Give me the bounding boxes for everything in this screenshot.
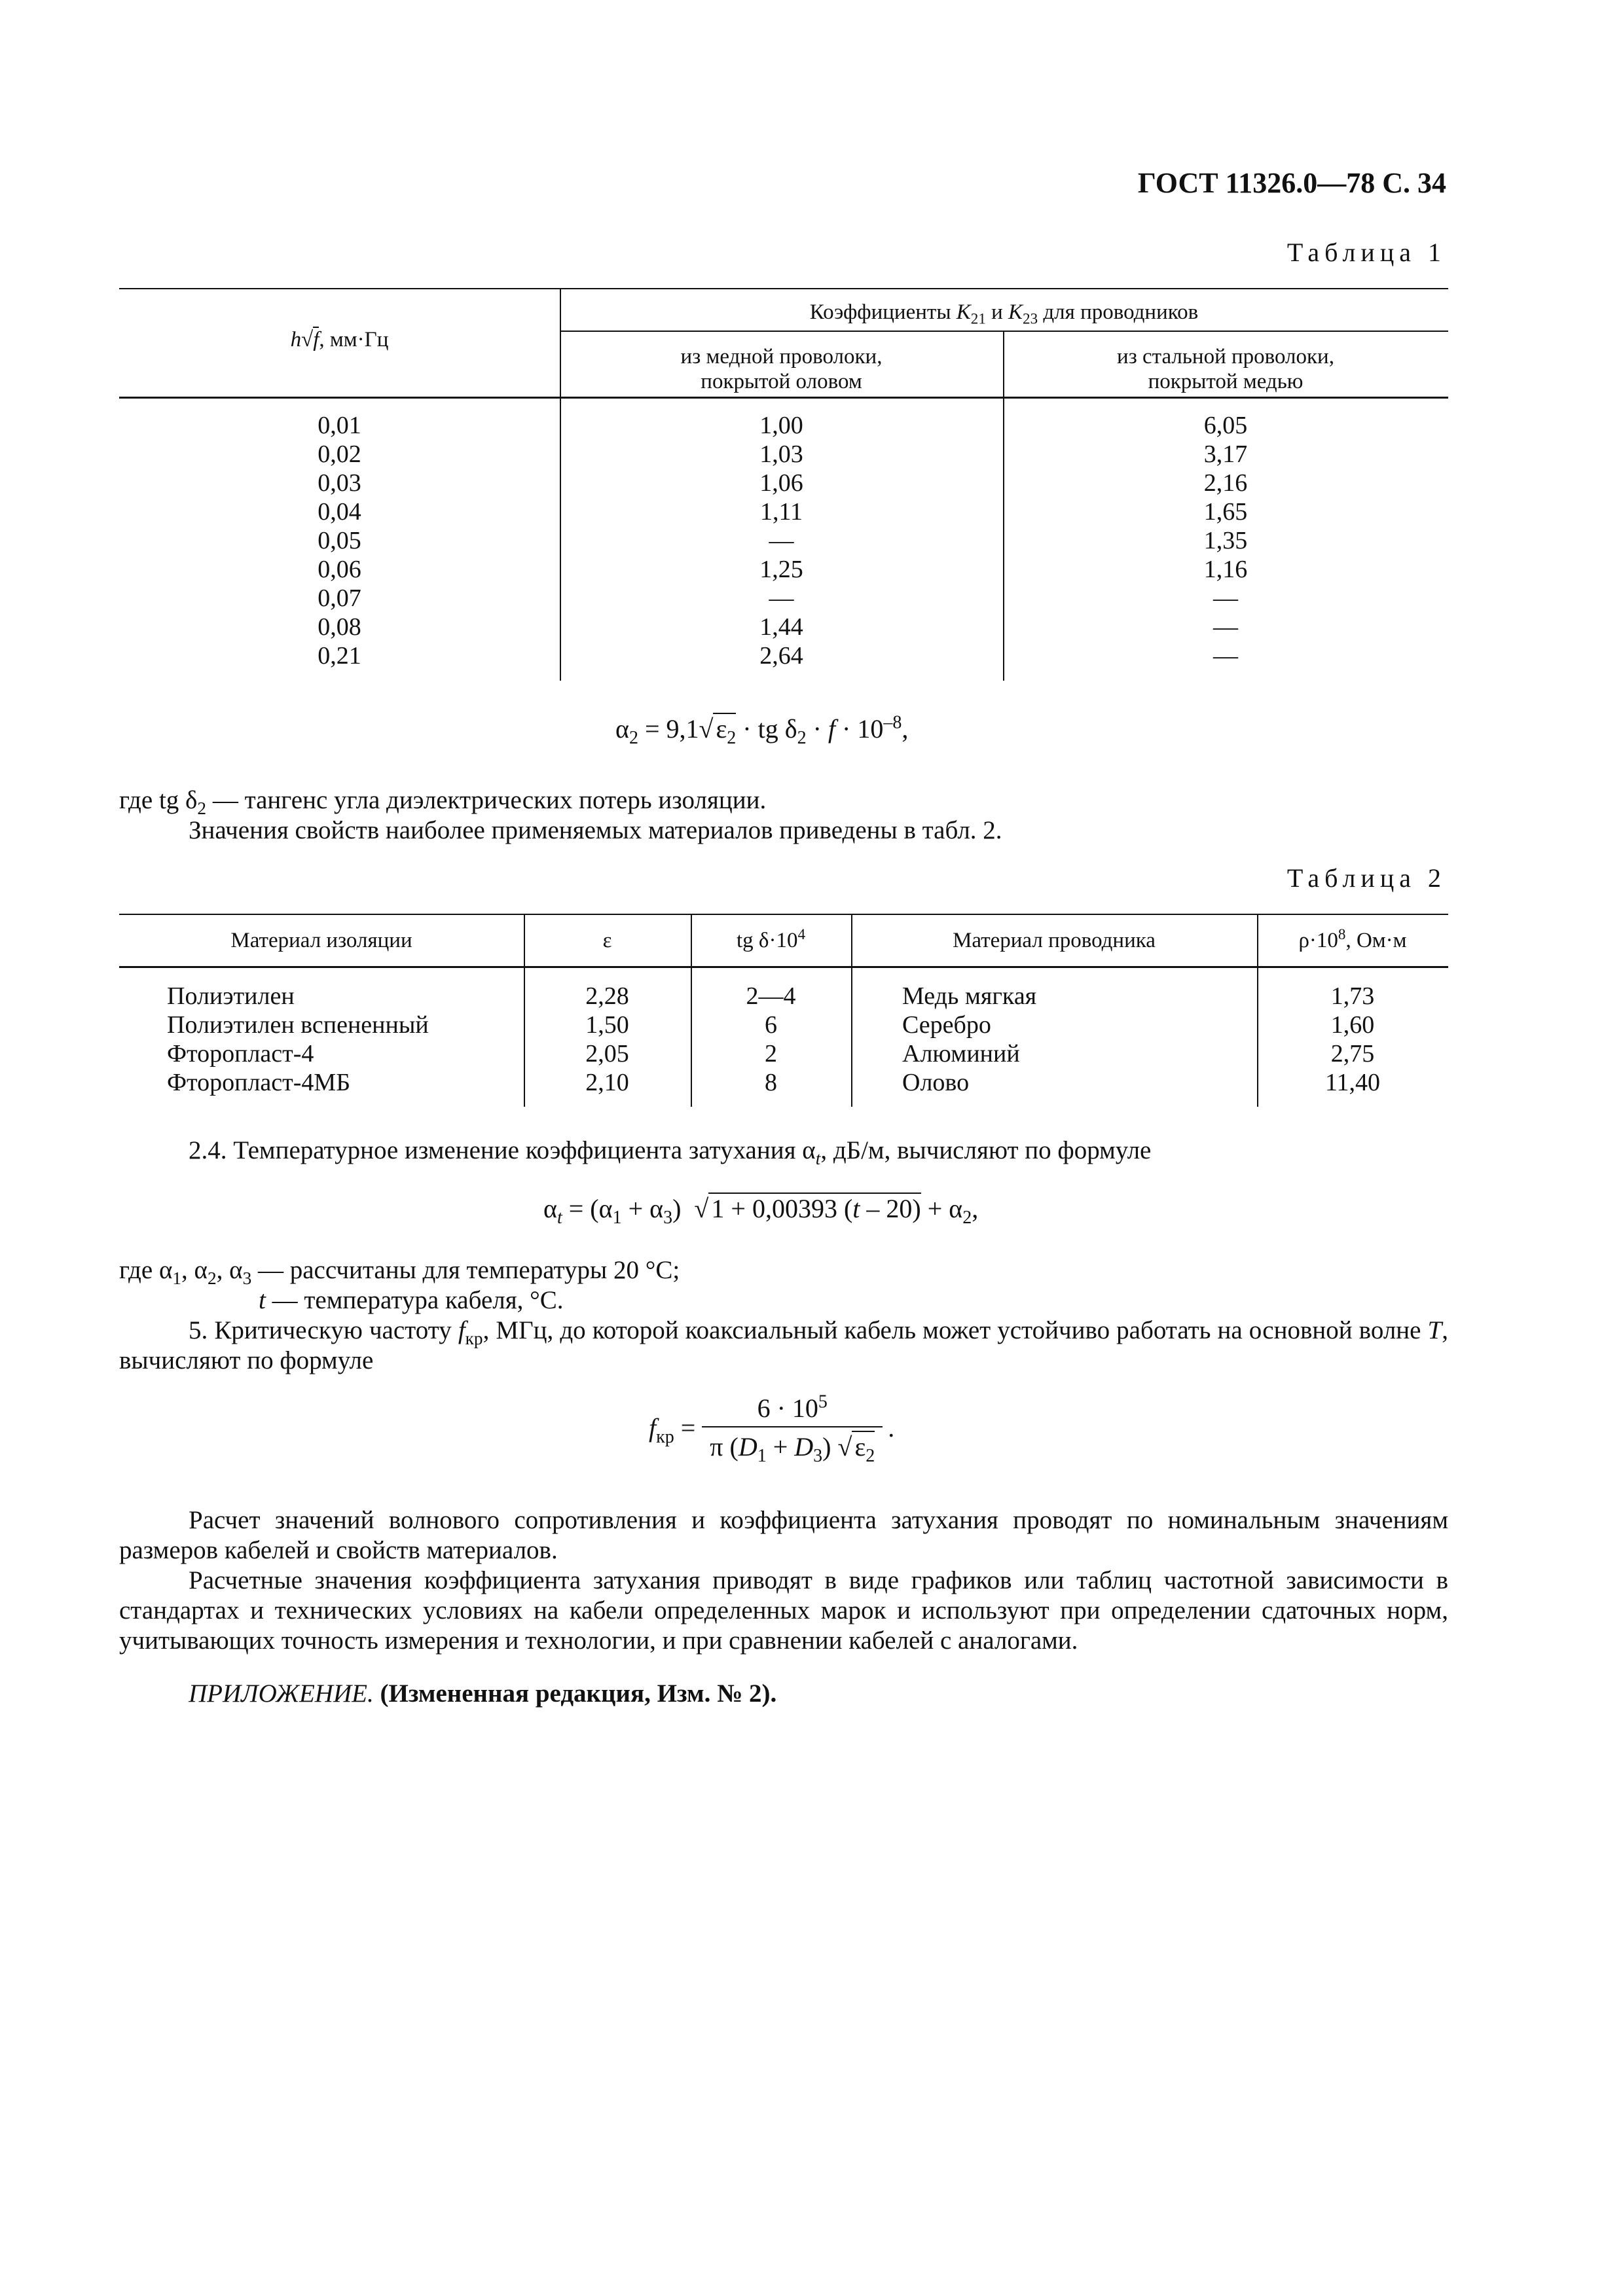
table-cell: 0,08 <box>318 613 361 641</box>
table1-col3 <box>1003 411 1448 670</box>
table1-col1-header: h√f, мм·Гц <box>290 328 389 351</box>
table-cell: 0,01 <box>318 412 361 439</box>
where-tg-text: где tg $\delta_2$ — тангенс угла диэлектрических потерь изоляции. <box>119 786 767 818</box>
formula-alpha2: $\alpha_2 = 9,1√$ $\varepsilon_2$ · tg $\delta_2 \cdot f \cdot 10^{-8}$, <box>615 712 909 748</box>
values-text: Значения свойств наиболее применяемых материалов приведены в табл. 2. <box>189 816 1002 844</box>
table1-col3-header: из стальной проволоки, покрытой медью <box>1117 345 1334 393</box>
table-cell: 2—4 <box>746 982 796 1010</box>
paragraph-results: Расчетные значения коэффициента затухания приводят в виде графиков или таблиц частотной зависимости в стандартах и технических условиях на кабели определенных марок и используют при определении сдаточных норм, учитывающих точность измерения и технологии, и при сравнении кабелей с аналогами. <box>119 1566 1448 1655</box>
table2-header-rho: $\rho\cdot 10^8$, Ом·м <box>1298 925 1407 952</box>
table-cell: 2,28 <box>585 982 629 1010</box>
formula-fkr: $f_{кр}$ = $6 \cdot 10^5$ . π $(D_1 + D_3)$ √ $\varepsilon_2$ <box>649 1391 895 1466</box>
appendix-label: ПРИЛОЖЕНИЕ. <box>189 1679 374 1708</box>
table2-caption: Таблица 2 <box>1286 863 1446 893</box>
where-t-text: t — температура кабеля, °C. <box>259 1286 564 1314</box>
formula-alpha-t: $\alpha_t = (\alpha_1 + \alpha_3)$ √ 1 + 0,00393 $(t - 20) + \alpha_2$, <box>543 1194 979 1228</box>
page-header: ГОСТ 11326.0—78 С. 34 <box>1137 167 1446 199</box>
table-cell: Медь мягкая <box>902 982 1037 1010</box>
table1-caption: Таблица 1 <box>1286 238 1446 267</box>
table-cell: 3,17 <box>1203 440 1248 468</box>
table-cell: 0,07 <box>318 584 361 612</box>
table-cell: Олово <box>902 1069 970 1096</box>
table1-col1 <box>119 411 560 670</box>
table-cell: 0,02 <box>318 440 361 468</box>
table1-group-header: Коэффициенты $K_{21}$ и $K_{23}$ для проводников <box>809 300 1199 327</box>
paragraph-5: 5. Критическую частоту $f_{кр}$, МГц, до которой коаксиальный кабель может устойчиво работать на основной волне T, вычисляют по формуле <box>119 1316 1448 1374</box>
table-cell: 6,05 <box>1203 412 1248 439</box>
table2-col-tg <box>691 982 851 1097</box>
table1-col2 <box>560 411 1003 670</box>
table-cell: 1,73 <box>1330 982 1375 1010</box>
table-cell: 2,64 <box>759 642 803 670</box>
table-cell: 0,04 <box>318 498 361 526</box>
table-cell: 1,16 <box>1203 556 1248 583</box>
table-cell: 2,16 <box>1203 469 1248 497</box>
appendix-note <box>189 1679 1448 1709</box>
table-cell: 1,35 <box>1203 527 1248 554</box>
table-cell: Полиэтилен вспененный <box>167 1011 429 1039</box>
table-cell: 1,65 <box>1203 498 1248 526</box>
table-cell: 1,11 <box>759 498 803 526</box>
table-cell: Алюминий <box>902 1040 1020 1067</box>
table-cell: 11,40 <box>1324 1069 1381 1096</box>
table2-col-rho <box>1257 982 1448 1097</box>
table-cell: 2,05 <box>585 1040 629 1067</box>
table-cell: — <box>769 584 794 612</box>
table-cell: — <box>1213 584 1238 612</box>
table-cell: 1,44 <box>759 613 803 641</box>
table-cell: 1,03 <box>759 440 803 468</box>
table-cell: Серебро <box>902 1011 991 1039</box>
table-cell: 6 <box>765 1011 777 1039</box>
table-cell: 0,05 <box>318 527 361 554</box>
table-cell: Полиэтилен <box>167 982 295 1010</box>
table2-header-conductor: Материал проводника <box>953 929 1156 952</box>
where-alpha-text: где $\alpha_1$, $\alpha_2$, $\alpha_3$ — рассчитаны для температуры 20 °C; <box>119 1256 680 1288</box>
table2-col-conductor <box>902 982 1256 1097</box>
table-cell: 8 <box>765 1069 777 1096</box>
table-cell: — <box>1213 613 1238 641</box>
table2-header-epsilon: ε <box>602 929 612 952</box>
table-cell: Фторопласт-4МБ <box>167 1069 351 1096</box>
table-cell: Фторопласт-4 <box>167 1040 314 1067</box>
paragraph-calc: Расчет значений волнового сопротивления и коэффициента затухания проводят по номинальным значениям размеров кабелей и свойств материалов. <box>119 1506 1448 1564</box>
table-cell: 1,50 <box>585 1011 629 1039</box>
table-cell: 1,60 <box>1330 1011 1375 1039</box>
table-cell: 1,06 <box>759 469 803 497</box>
appendix-edit-note: (Измененная редакция, Изм. № 2). <box>380 1679 777 1708</box>
table-cell: 1,00 <box>759 412 803 439</box>
table-cell: — <box>769 527 794 554</box>
table2-col-epsilon <box>524 982 691 1097</box>
table-cell: 0,21 <box>318 642 361 670</box>
table2-header-insulation: Материал изоляции <box>230 929 412 952</box>
table-cell: 0,06 <box>318 556 361 583</box>
table2-col-insulation <box>167 982 520 1097</box>
table-cell: 2,75 <box>1330 1040 1375 1067</box>
table1-col2-header: из медной проволоки, покрытой оловом <box>680 345 883 393</box>
table-cell: — <box>1213 642 1238 670</box>
table-cell: 2 <box>765 1040 777 1067</box>
paragraph-2-4: 2.4. Температурное изменение коэффициента затухания $\alpha_t$, дБ/м, вычисляют по формуле <box>189 1136 1152 1168</box>
table2-header-tg: tg $\delta\cdot 10^4$ <box>736 925 805 952</box>
table-cell: 1,25 <box>759 556 803 583</box>
table-cell: 0,03 <box>318 469 361 497</box>
table-cell: 2,10 <box>585 1069 629 1096</box>
